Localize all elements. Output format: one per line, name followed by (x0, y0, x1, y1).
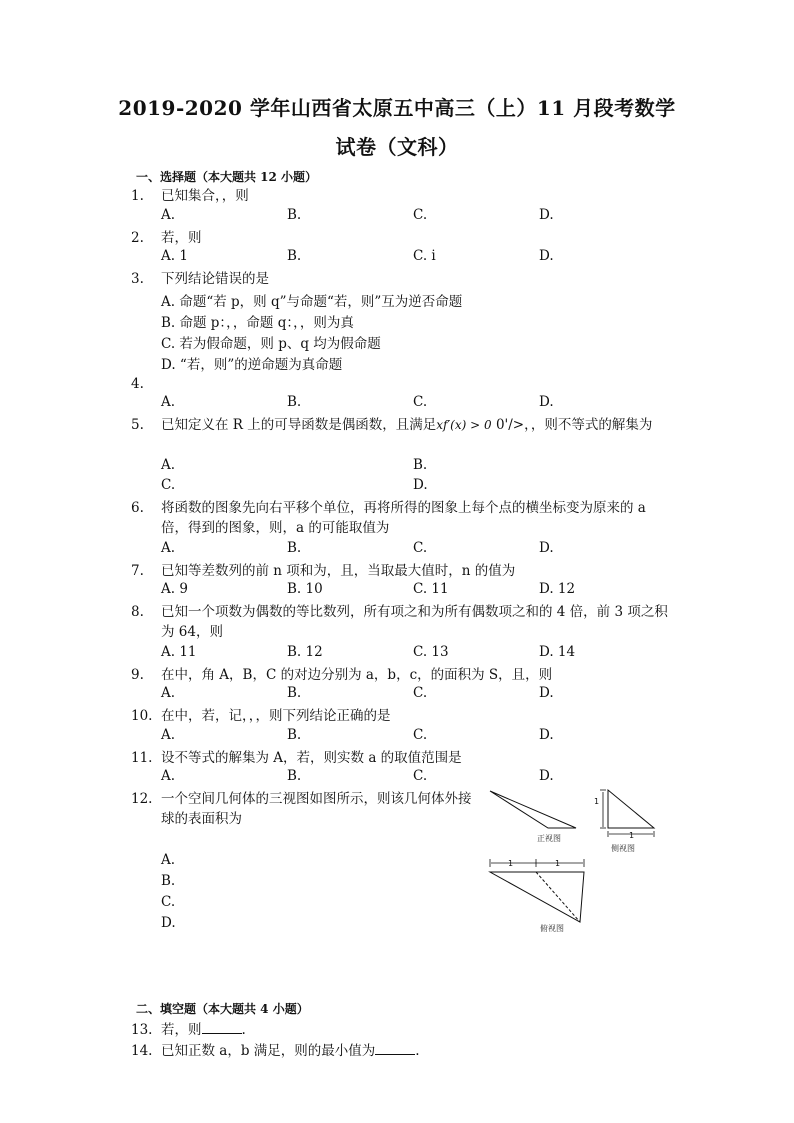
question-1 (131, 186, 671, 206)
stem-part-2: 0'/>，，则不等式的解集为 (495, 417, 653, 433)
question-number: 6. (131, 500, 144, 516)
question-9 (131, 665, 671, 685)
question-1-options (161, 207, 681, 227)
option-c[interactable]: C. (413, 540, 428, 556)
option-d[interactable]: D. (539, 685, 554, 701)
option-c[interactable]: C. (161, 477, 176, 493)
option-c[interactable]: C. 11 (413, 581, 449, 597)
option-d[interactable]: D. (539, 768, 554, 784)
question-number: 10. (131, 708, 153, 724)
question-11 (131, 748, 671, 768)
question-stem: 已知一个项数为偶数的等比数列，所有项之和为所有偶数项之和的 4 倍，前 3 项之积为 64，则 (161, 604, 668, 640)
top-dim-label-right: 1 (555, 859, 561, 868)
page-title-line2: 试卷（文科） (335, 135, 459, 159)
option-b[interactable]: B. 10 (287, 581, 323, 597)
option-c[interactable]: C. (161, 894, 176, 910)
question-number: 3. (131, 271, 144, 287)
question-3 (131, 269, 671, 289)
option-c[interactable]: C. (413, 207, 428, 223)
option-c[interactable]: C. (413, 727, 428, 743)
side-height-label: 1 (594, 797, 600, 806)
question-6 (131, 498, 671, 538)
option-d[interactable]: D. 12 (539, 581, 576, 597)
answer-blank[interactable] (202, 1021, 242, 1034)
option-a[interactable]: A. (161, 394, 176, 410)
side-width-label: 1 (629, 831, 635, 840)
question-number: 11. (131, 750, 153, 766)
top-dim-label-left: 1 (508, 859, 514, 868)
question-2-options (161, 248, 681, 268)
stem-part-1: 已知定义在 R 上的可导函数是偶函数，且满足 (161, 417, 437, 433)
option-b[interactable]: B. (287, 394, 302, 410)
option-b[interactable]: B. (413, 457, 428, 473)
question-8 (131, 602, 671, 642)
answer-blank[interactable] (375, 1042, 415, 1055)
option-b[interactable]: B. (287, 685, 302, 701)
question-stem: 在中，角 A，B，C 的对边分别为 a，b，c，的面积为 S，且，则 (161, 667, 553, 683)
question-stem: 在中，若，记，，，则下列结论正确的是 (161, 708, 391, 724)
top-view-dashed-edge (536, 872, 580, 922)
question-8-options (161, 644, 681, 664)
option-b[interactable]: B. (287, 768, 302, 784)
question-5-options-row2 (161, 477, 681, 497)
question-stem: 下列结论错误的是 (161, 271, 269, 287)
section-choice-heading: 一、选择题（本大题共 12 小题） (136, 170, 318, 184)
front-view-label: 正视图 (537, 834, 561, 843)
side-view-label: 侧视图 (611, 844, 635, 853)
question-number: 13. (131, 1022, 153, 1038)
question-number: 8. (131, 604, 144, 620)
option-d[interactable]: D. “若，则”的逆命题为真命题 (161, 357, 343, 373)
option-a[interactable]: A. (161, 540, 176, 556)
option-a[interactable]: A. (161, 457, 176, 473)
section-fill-heading: 二、填空题（本大题共 4 小题） (136, 1002, 309, 1016)
question-stem: 若，则 (161, 230, 202, 246)
option-c[interactable]: C. (413, 394, 428, 410)
question-stem (161, 1020, 671, 1040)
question-stem: 已知集合，，则 (161, 188, 249, 204)
option-d[interactable]: D. 14 (539, 644, 576, 660)
question-13 (131, 1020, 671, 1040)
option-a[interactable]: A. (161, 685, 176, 701)
stem-end: . (241, 1022, 246, 1038)
question-9-options (161, 685, 681, 705)
question-10-options (161, 727, 681, 747)
three-view-figure (480, 780, 680, 940)
question-stem (161, 415, 671, 435)
question-7 (131, 561, 671, 581)
question-number: 2. (131, 230, 144, 246)
option-d[interactable]: D. (539, 248, 554, 264)
top-view-shape (490, 872, 584, 922)
question-number: 1. (131, 188, 144, 204)
option-c[interactable]: C. 若为假命题，则 p、q 均为假命题 (161, 336, 381, 352)
question-stem: 一个空间几何体的三视图如图所示，则该几何体外接球的表面积为 (161, 791, 472, 827)
top-view-label: 俯视图 (540, 924, 564, 933)
question-number: 7. (131, 563, 144, 579)
option-d[interactable]: D. (539, 540, 554, 556)
option-a[interactable]: A. (161, 768, 176, 784)
front-view-shape (490, 791, 576, 828)
question-number: 14. (131, 1043, 153, 1059)
option-a[interactable]: A. 11 (161, 644, 197, 660)
question-number: 12. (131, 791, 153, 807)
option-b[interactable]: B. (287, 248, 302, 264)
option-a[interactable]: A. (161, 852, 176, 868)
question-stem: 将函数的图象先向右平移个单位，再将所得的图象上每个点的横坐标变为原来的 a 倍，得到的图象，则，a 的可能取值为 (161, 500, 646, 536)
option-b[interactable]: B. (161, 873, 176, 889)
question-2 (131, 228, 671, 248)
page-title-line1: 2019-2020 学年山西省太原五中高三（上）11 月段考数学 (118, 96, 676, 120)
option-a[interactable]: A. 1 (161, 248, 188, 264)
option-c[interactable]: C. (413, 768, 428, 784)
question-number: 5. (131, 417, 144, 433)
math-expression: xf′(x) > 0 (436, 418, 492, 432)
question-stem (161, 1041, 671, 1061)
option-b[interactable]: B. (287, 727, 302, 743)
question-5 (131, 415, 671, 435)
option-b[interactable]: B. 命题 p：，，命题 q：，，则为真 (161, 315, 354, 331)
option-d[interactable]: D. (539, 207, 554, 223)
option-a[interactable]: A. (161, 727, 176, 743)
option-a[interactable]: A. 命题“若 p，则 q”与命题“若，则”互为逆否命题 (161, 294, 463, 310)
stem-text: 若，则 (161, 1022, 202, 1038)
question-7-options (161, 581, 681, 601)
option-d[interactable]: D. (539, 394, 554, 410)
question-12 (131, 789, 476, 829)
question-stem: 设不等式的解集为 A，若，则实数 a 的取值范围是 (161, 750, 462, 766)
option-c[interactable]: C. (413, 685, 428, 701)
question-14 (131, 1041, 671, 1061)
option-b[interactable]: B. (287, 207, 302, 223)
question-number: 9. (131, 667, 144, 683)
side-view-shape (608, 790, 654, 828)
option-d[interactable]: D. (539, 727, 554, 743)
option-a[interactable]: A. (161, 207, 176, 223)
question-4-options (161, 394, 681, 414)
question-6-options (161, 540, 681, 560)
stem-end: . (415, 1043, 420, 1059)
option-a[interactable]: A. 9 (161, 581, 188, 597)
option-b[interactable]: B. 12 (287, 644, 323, 660)
question-5-options-row1 (161, 457, 681, 477)
question-stem: 已知等差数列的前 n 项和为，且，当取最大值时，n 的值为 (161, 563, 516, 579)
stem-text: 已知正数 a，b 满足，则的最小值为 (161, 1043, 376, 1059)
option-b[interactable]: B. (287, 540, 302, 556)
question-number: 4. (131, 376, 144, 392)
option-c[interactable]: C. 13 (413, 644, 449, 660)
question-10 (131, 706, 671, 726)
option-d[interactable]: D. (161, 915, 176, 931)
option-d[interactable]: D. (413, 477, 428, 493)
option-c[interactable]: C. i (413, 248, 436, 264)
